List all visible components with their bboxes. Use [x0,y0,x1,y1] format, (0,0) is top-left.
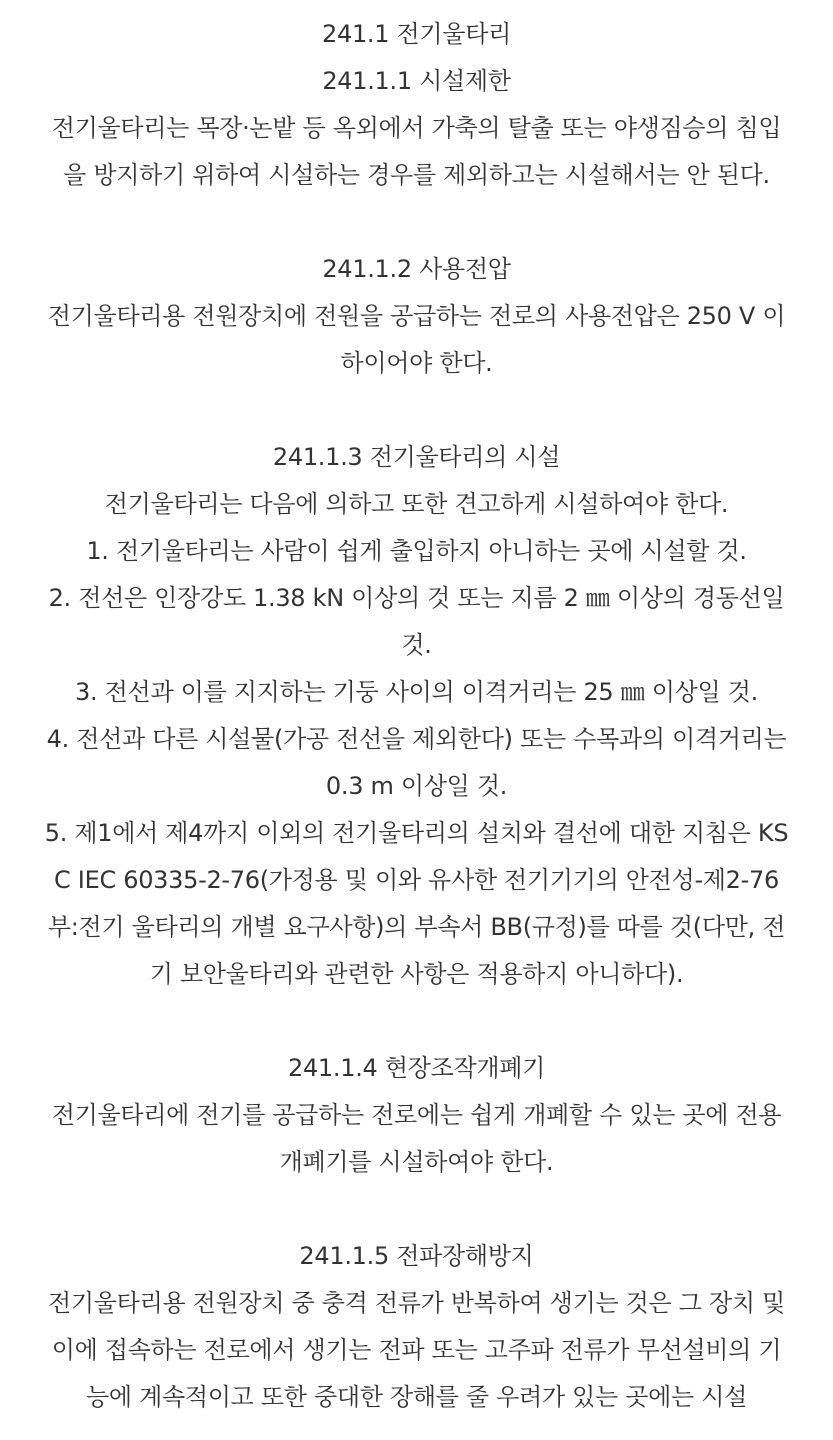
section-paragraph: 전기울타리는 목장·논밭 등 옥외에서 가축의 탈출 또는 야생짐승의 침입을 방지하기 위하여 시설하는 경우를 제외하고는 시설해서는 안 된다. [51,114,782,189]
list-item: 1. 전기울타리는 사람이 쉽게 출입하지 아니하는 곳에 시설할 것. [86,537,747,565]
section-241-1-5 [44,1233,789,1421]
section-title: 241.1.2 사용전압 [322,255,511,283]
list-item: 4. 전선과 다른 시설물(가공 전선을 제외한다) 또는 수목과의 이격거리는 0.3 m 이상일 것. [46,725,787,800]
list-item: 3. 전선과 이를 지지하는 기둥 사이의 이격거리는 25 ㎜ 이상일 것. [75,678,758,706]
section-spacer [44,1186,789,1233]
section-241-1-1 [44,58,789,199]
list-item: 5. 제1에서 제4까지 이외의 전기울타리의 설치와 결선에 대한 지침은 KS C IEC 60335-2-76(가정용 및 이와 유사한 전기기기의 안전성-제2-76부:전기 울타리의 개별 요구사항)의 부속서 BB(규정)를 따를 것(다만, 전기 보안울타리와 관련한 사항은 적용하지 아니하다). [44,819,789,988]
section-241-1-4 [44,1045,789,1186]
section-spacer [44,199,789,246]
section-intro: 전기울타리는 다음에 의하고 또한 견고하게 시설하여야 한다. [104,490,729,518]
section-241-1-2 [44,246,789,387]
section-241-1-3 [44,434,789,998]
section-spacer [44,387,789,434]
list-item: 2. 전선은 인장강도 1.38 kN 이상의 것 또는 지름 2 ㎜ 이상의 경동선일 것. [48,584,785,659]
document-heading: 241.1 전기울타리 [322,20,511,48]
section-title: 241.1.4 현장조작개폐기 [287,1054,546,1082]
section-paragraph: 전기울타리용 전원장치 중 충격 전류가 반복하여 생기는 것은 그 장치 및 이에 접속하는 전로에서 생기는 전파 또는 고주파 전류가 무선설비의 기능에 계속적이고 또한 중대한 장해를 줄 우려가 있는 곳에는 시설 [48,1289,785,1411]
section-spacer [44,998,789,1045]
section-title: 241.1.5 전파장해방지 [299,1242,534,1270]
section-title: 241.1.3 전기울타리의 시설 [272,443,561,471]
section-paragraph: 전기울타리에 전기를 공급하는 전로에는 쉽게 개폐할 수 있는 곳에 전용 개폐기를 시설하여야 한다. [51,1101,782,1176]
section-title: 241.1.1 시설제한 [322,67,511,95]
section-paragraph: 전기울타리용 전원장치에 전원을 공급하는 전로의 사용전압은 250 V 이하이어야 한다. [47,302,786,377]
